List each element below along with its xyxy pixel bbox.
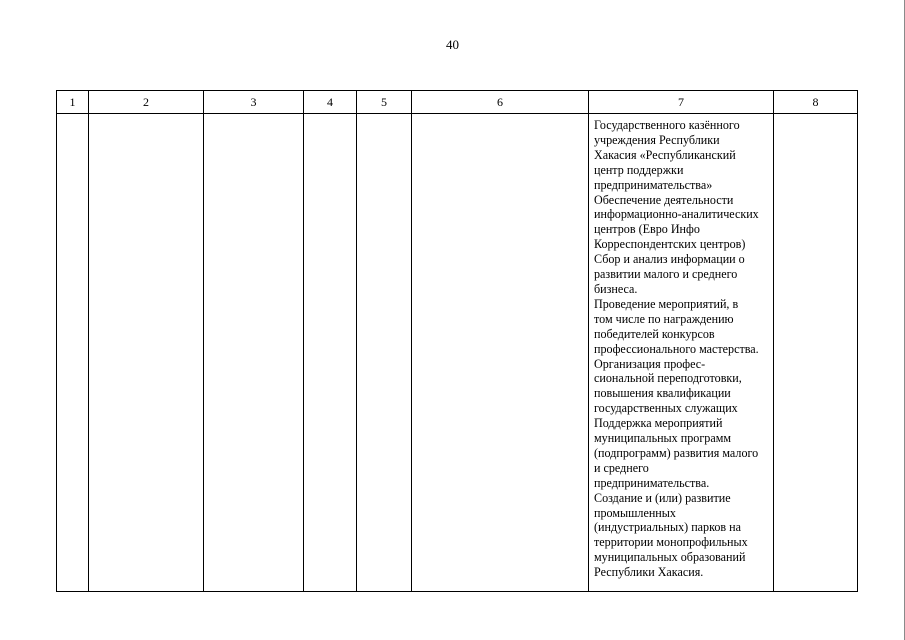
column-header-4: 4 (304, 91, 357, 114)
column-header-5: 5 (357, 91, 412, 114)
cell-text-line: (индустриальных) парков на (594, 520, 741, 535)
cell-text-line: Сбор и анализ информации о (594, 252, 745, 267)
table-row (57, 114, 858, 592)
table-cell-col2 (89, 114, 204, 592)
column-header-6: 6 (412, 91, 589, 114)
table-header-row (57, 91, 858, 114)
cell-text-line: (подпрограмм) развития малого (594, 445, 759, 460)
cell-text-line: муниципальных программ (594, 431, 731, 446)
cell-text-line: Создание и (или) развитие (594, 490, 731, 505)
cell-text-line: Корреспондентских центров) (594, 237, 746, 252)
page-number: 40 (446, 37, 459, 52)
cell-text-line: Государственного казённого (594, 118, 740, 132)
cell-text-line: муниципальных образований (594, 550, 746, 565)
cell-text-line: Поддержка мероприятий (594, 416, 723, 431)
cell-text-line: повышения квалификации (594, 386, 731, 401)
column-header-7: 7 (589, 91, 774, 114)
cell-text-line: Республики Хакасия. (594, 565, 704, 580)
cell-text-line: информационно-аналитических (594, 207, 759, 222)
table-cell-col3 (204, 114, 304, 592)
table-cell-col4 (304, 114, 357, 592)
cell-text-line: развитии малого и среднего (594, 267, 738, 282)
cell-text-line: промышленных (594, 505, 676, 520)
cell-text-line: профессионального мастерства. (594, 341, 759, 356)
cell-text-line: центров (Евро Инфо (594, 222, 700, 237)
column-header-2: 2 (89, 91, 204, 114)
cell-text-line: территории монопрофильных (594, 535, 748, 550)
document-table (56, 90, 858, 592)
column-header-1: 1 (57, 91, 89, 114)
column-header-8: 8 (774, 91, 858, 114)
cell-text-line: государственных служащих (594, 401, 738, 416)
table-cell-col7 (589, 114, 774, 592)
table-cell-col6 (412, 114, 589, 592)
cell-text-line: Обеспечение деятельности (594, 192, 734, 207)
cell-text-line: том числе по награждению (594, 311, 734, 326)
cell-text-line: Хакасия «Республиканский (594, 147, 736, 162)
cell-text-line: победителей конкурсов (594, 326, 715, 341)
table-cell-col8 (774, 114, 858, 592)
table-cell-col1 (57, 114, 89, 592)
cell-text-line: предпринимательства» (594, 177, 713, 192)
table-cell-col5 (357, 114, 412, 592)
cell-text-line: сиональной переподготовки, (594, 371, 742, 386)
cell-text-line: предпринимательства. (594, 475, 710, 490)
cell-text-line: Проведение мероприятий, в (594, 296, 739, 311)
cell-text-line: учреждения Республики (594, 132, 720, 147)
column-header-3: 3 (204, 91, 304, 114)
cell-text-line: Организация профес- (594, 356, 706, 371)
cell-text-line: бизнеса. (594, 281, 638, 296)
cell-text-line: и среднего (594, 460, 649, 475)
cell-text-line: центр поддержки (594, 162, 684, 177)
